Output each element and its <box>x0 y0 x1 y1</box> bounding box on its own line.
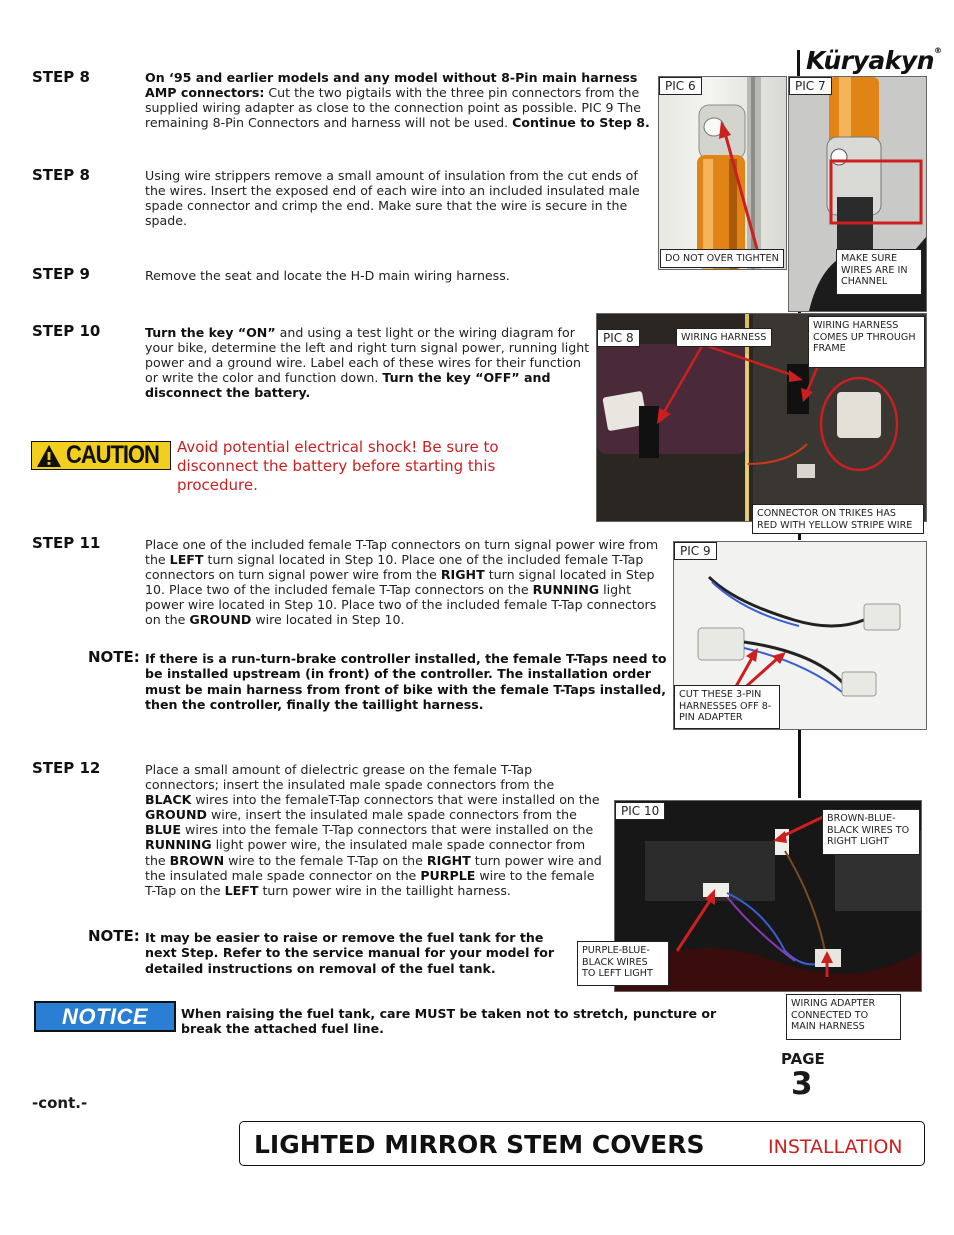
pic-8-callout-frame: WIRING HARNESS COMES UP THROUGH FRAME <box>808 316 925 368</box>
logo-rule <box>797 50 800 76</box>
pic-10-callout-purple: PURPLE-BLUE-BLACK WIRES TO LEFT LIGHT <box>577 941 669 986</box>
registered-mark: ® <box>934 46 942 55</box>
page-label: PAGE <box>781 1050 825 1068</box>
step-8a-text <box>145 70 650 130</box>
step-11-b4: GROUND <box>189 612 252 628</box>
step-12-b4: RUNNING <box>145 837 212 853</box>
caution-badge <box>31 441 171 470</box>
pic-10-callout-adapter: WIRING ADAPTER CONNECTED TO MAIN HARNESS <box>786 994 901 1040</box>
pic-9-photo <box>673 541 927 730</box>
step-10-bold-intro: Turn the key “ON” <box>145 325 276 340</box>
step-10-text <box>145 325 592 400</box>
notice-badge <box>34 1001 176 1032</box>
step-11-t3: turn signal located in Step 10. Place two of the included female T-Tap connectors on the <box>145 567 655 598</box>
step-8a-label: STEP 8 <box>32 68 90 86</box>
step-12-t6: wire to the female T-Tap on the <box>224 852 427 868</box>
step-12-t3: wire, insert the insulated male spade connectors from the <box>206 807 577 823</box>
step-12-b2: GROUND <box>145 807 207 823</box>
step-12-t4: wires into the female T-Tap connectors that were installed on the <box>181 822 594 838</box>
step-11-t5: wire located in Step 10. <box>251 612 405 628</box>
note-1-text: If there is a run-turn-brake controller installed, the female T-Taps need to be installed upstream (in front) of the controller. The installation order must be main harness from front of bike with the female T-Taps installed, then the controller, finally the taillight harness. <box>145 651 667 712</box>
step-12-b1: BLACK <box>145 792 192 808</box>
step-10-label: STEP 10 <box>32 322 101 340</box>
step-11-b2: RIGHT <box>440 567 485 583</box>
pic-6-photo <box>658 76 787 270</box>
column-divider-mid2 <box>798 730 801 798</box>
notice-badge-text: NOTICE <box>61 1003 149 1029</box>
step-12-t7: turn power wire and the insulated male spade connector on the <box>145 852 602 883</box>
step-12-label: STEP 12 <box>32 759 101 777</box>
pic-7-tag: PIC 7 <box>789 77 832 95</box>
step-8a-bold-end: Continue to Step 8. <box>512 115 650 131</box>
pic-10-tag: PIC 10 <box>615 802 665 820</box>
doc-title: LIGHTED MIRROR STEM COVERS <box>254 1130 705 1159</box>
pic-8-photo <box>596 313 927 531</box>
step-8b-label: STEP 8 <box>32 166 90 184</box>
pic-9-tag: PIC 9 <box>674 542 717 560</box>
pic-6-callout: DO NOT OVER TIGHTEN <box>660 249 784 268</box>
step-11-t2: turn signal located in Step 10. Place one of the included female T-Tap connectors on turn signal power wire from the <box>145 552 644 583</box>
pic-8-tag: PIC 8 <box>597 329 640 347</box>
continued-marker: -cont.- <box>32 1094 88 1112</box>
step-11-t1: Place one of the included female T-Tap connectors on turn signal power wire from the <box>145 537 659 568</box>
step-8a-body: Cut the two pigtails with the three pin connectors from the supplied wiring adapter as close to the connection point as possible. PIC 9 The remaining 8-Pin Connectors and harness will not be used. <box>145 85 641 131</box>
step-11-label: STEP 11 <box>32 534 101 552</box>
step-12-t2: wires into the female <box>191 792 329 808</box>
doc-subtitle: INSTALLATION <box>768 1136 903 1158</box>
note-1-label: NOTE: <box>88 648 140 666</box>
step-11-t4: light power wire located in Step 10. Place two of the included female T-Tap connectors on the <box>145 582 657 628</box>
page-number: 3 <box>791 1066 813 1102</box>
pic-6-image <box>659 77 786 269</box>
step-12-b7: PURPLE <box>420 867 476 883</box>
pic-6-tag: PIC 6 <box>659 77 702 95</box>
pic-7-callout: MAKE SURE WIRES ARE IN CHANNEL <box>836 249 922 295</box>
caution-badge-text: CAUTION <box>66 441 159 469</box>
step-12-t8: wire to the female T-Tap on the <box>145 867 595 898</box>
step-8a-bold-intro: On ‘95 and earlier models and any model without 8-Pin main harness AMP connectors: <box>145 70 638 101</box>
brand-logo <box>806 46 942 75</box>
step-10-bold-end: Turn the key “OFF” and disconnect the battery. <box>145 370 551 401</box>
step-9-label: STEP 9 <box>32 265 90 283</box>
pic-10-callout-brown: BROWN-BLUE-BLACK WIRES TO RIGHT LIGHT <box>822 809 920 855</box>
step-12-t2b: T-Tap connectors that were installed on the <box>328 792 600 808</box>
step-12-t9: turn power wire in the taillight harness. <box>258 882 511 898</box>
step-11-text <box>145 537 660 628</box>
note-2-text: It may be easier to raise or remove the fuel tank for the next Step. Refer to the service manual for your model for detailed instructions on removal of the fuel tank. <box>145 930 555 976</box>
step-10-body: and using a test light or the wiring diagram for your bike, determine the left and right turn signal power, running light power and a ground wire. Label each of these wires for their function or write the color and function down. <box>145 325 590 386</box>
step-12-t1: Place a small amount of dielectric grease on the female T-Tap connectors; insert the insulated male spade connectors from the <box>145 762 555 793</box>
step-12-t5: light power wire, the insulated male spade connector from the <box>145 837 586 868</box>
pic-7-photo <box>788 76 927 312</box>
step-9-text: Remove the seat and locate the H-D main wiring harness. <box>145 268 510 283</box>
notice-text: When raising the fuel tank, care MUST be taken not to stretch, puncture or break the attached fuel line. <box>181 1006 717 1037</box>
pic-9-callout: CUT THESE 3-PIN HARNESSES OFF 8-PIN ADAPTER <box>674 685 780 729</box>
step-12-b6: RIGHT <box>426 852 471 868</box>
pic-8-callout-trikes: CONNECTOR ON TRIKES HAS RED WITH YELLOW STRIPE WIRE <box>752 504 924 534</box>
step-12-text <box>145 762 603 898</box>
note-2-label: NOTE: <box>88 927 140 945</box>
step-12-b8: LEFT <box>224 882 259 898</box>
warning-triangle-icon <box>36 444 62 468</box>
pic-8-callout-harness: WIRING HARNESS <box>676 328 772 347</box>
step-12-b3: BLUE <box>145 822 182 838</box>
step-11-b3: RUNNING <box>532 582 600 598</box>
caution-text: Avoid potential electrical shock! Be sure to disconnect the battery before starting this procedure. <box>177 438 499 494</box>
brand-logo-text: Küryakyn <box>806 46 935 75</box>
step-8b-text: Using wire strippers remove a small amount of insulation from the cut ends of the wires. Insert the exposed end of each wire into an included insulated male spade connector and crimp the end. Make sure that the wire is secure in the spade. <box>145 168 640 229</box>
step-12-b5: BROWN <box>169 852 225 868</box>
title-banner <box>239 1121 925 1166</box>
step-11-b1: LEFT <box>169 552 204 568</box>
